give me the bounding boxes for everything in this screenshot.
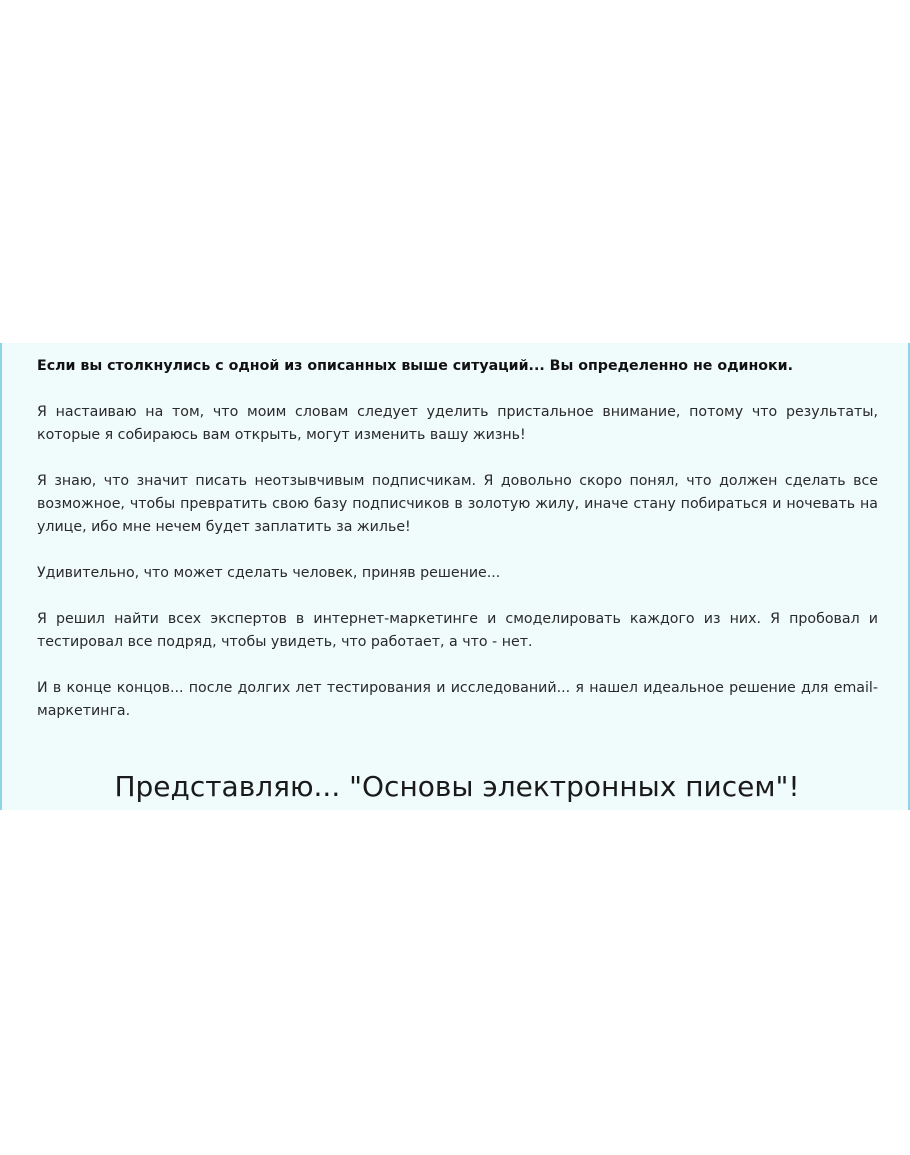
article-body [37,355,878,723]
paragraph-solution: И в конце концов... после долгих лет тестирования и исследований... я нашел идеальное решение для email-маркетинга. [37,680,878,719]
paragraph-experts: Я решил найти всех экспертов в интернет-маркетинге и смоделировать каждого из них. Я пробовал и тестировал все подряд, чтобы увидеть, что работает, а что - нет. [37,611,878,650]
paragraph-attention: Я настаиваю на том, что моим словам следует уделить пристальное внимание, потому что результаты, которые я собираюсь вам открыть, могут изменить вашу жизнь! [37,404,878,443]
lead-paragraph: Если вы столкнулись с одной из описанных выше ситуаций... Вы определенно не одиноки. [37,358,793,374]
paragraph-decision: Удивительно, что может сделать человек, приняв решение... [37,565,501,581]
product-headline: Представляю... "Основы электронных писем"! [114,770,800,803]
paragraph-subscribers: Я знаю, что значит писать неотзывчивым подписчикам. Я довольно скоро понял, что должен сделать все возможное, чтобы превратить свою базу подписчиков в золотую жилу, иначе стану побираться и ночевать на улице, ибо мне нечем будет заплатить за жилье! [37,473,878,535]
content-panel [0,343,910,810]
